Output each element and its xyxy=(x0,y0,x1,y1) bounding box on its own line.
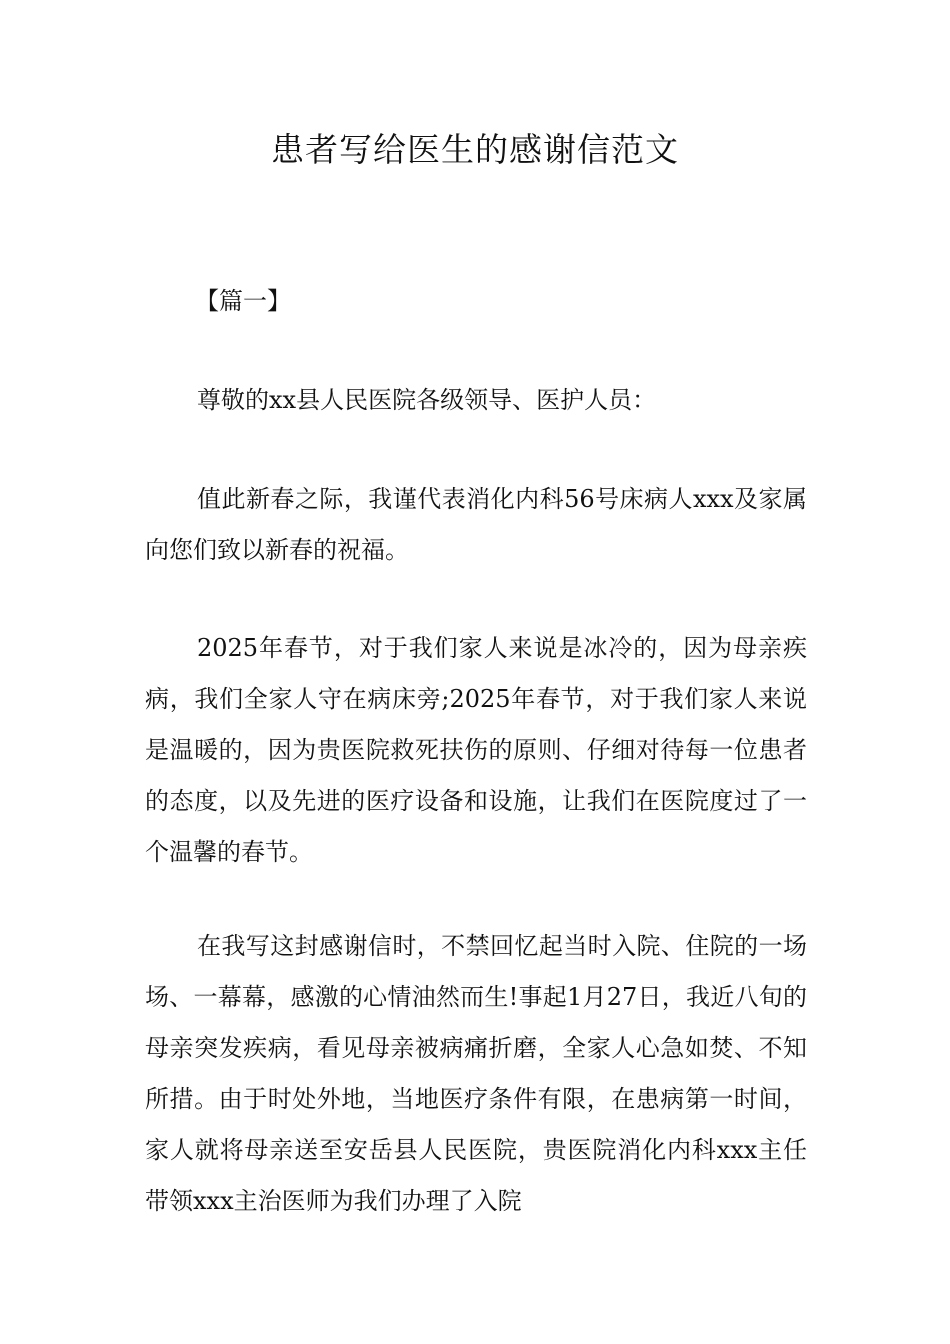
paragraph-3: 在我写这封感谢信时，不禁回忆起当时入院、住院的一场场、一幕幕，感激的心情油然而生!事起1月27日，我近八旬的母亲突发疾病，看见母亲被病痛折磨，全家人心急如焚、不知所措。由于时处外地，当地医疗条件有限，在患病第一时间，家人就将母亲送至安岳县人民医院，贵医院消化内科xxx主任带领xxx主治医师为我们办理了入院 xyxy=(145,932,807,1215)
section-label: 【篇一】 xyxy=(195,287,291,315)
document-title: 患者写给医生的感谢信范文 xyxy=(271,130,679,169)
paragraph-1: 值此新春之际，我谨代表消化内科56号床病人xxx及家属向您们致以新春的祝福。 xyxy=(145,485,807,564)
paragraph-2: 2025年春节，对于我们家人来说是冰冷的，因为母亲疾病，我们全家人守在病床旁;2025年春节，对于我们家人来说是温暖的，因为贵医院救死扶伤的原则、仔细对待每一位患者的态度，以及先进的医疗设备和设施，让我们在医院度过了一个温馨的春节。 xyxy=(145,634,807,866)
salutation: 尊敬的xx县人民医院各级领导、医护人员： xyxy=(197,386,657,414)
